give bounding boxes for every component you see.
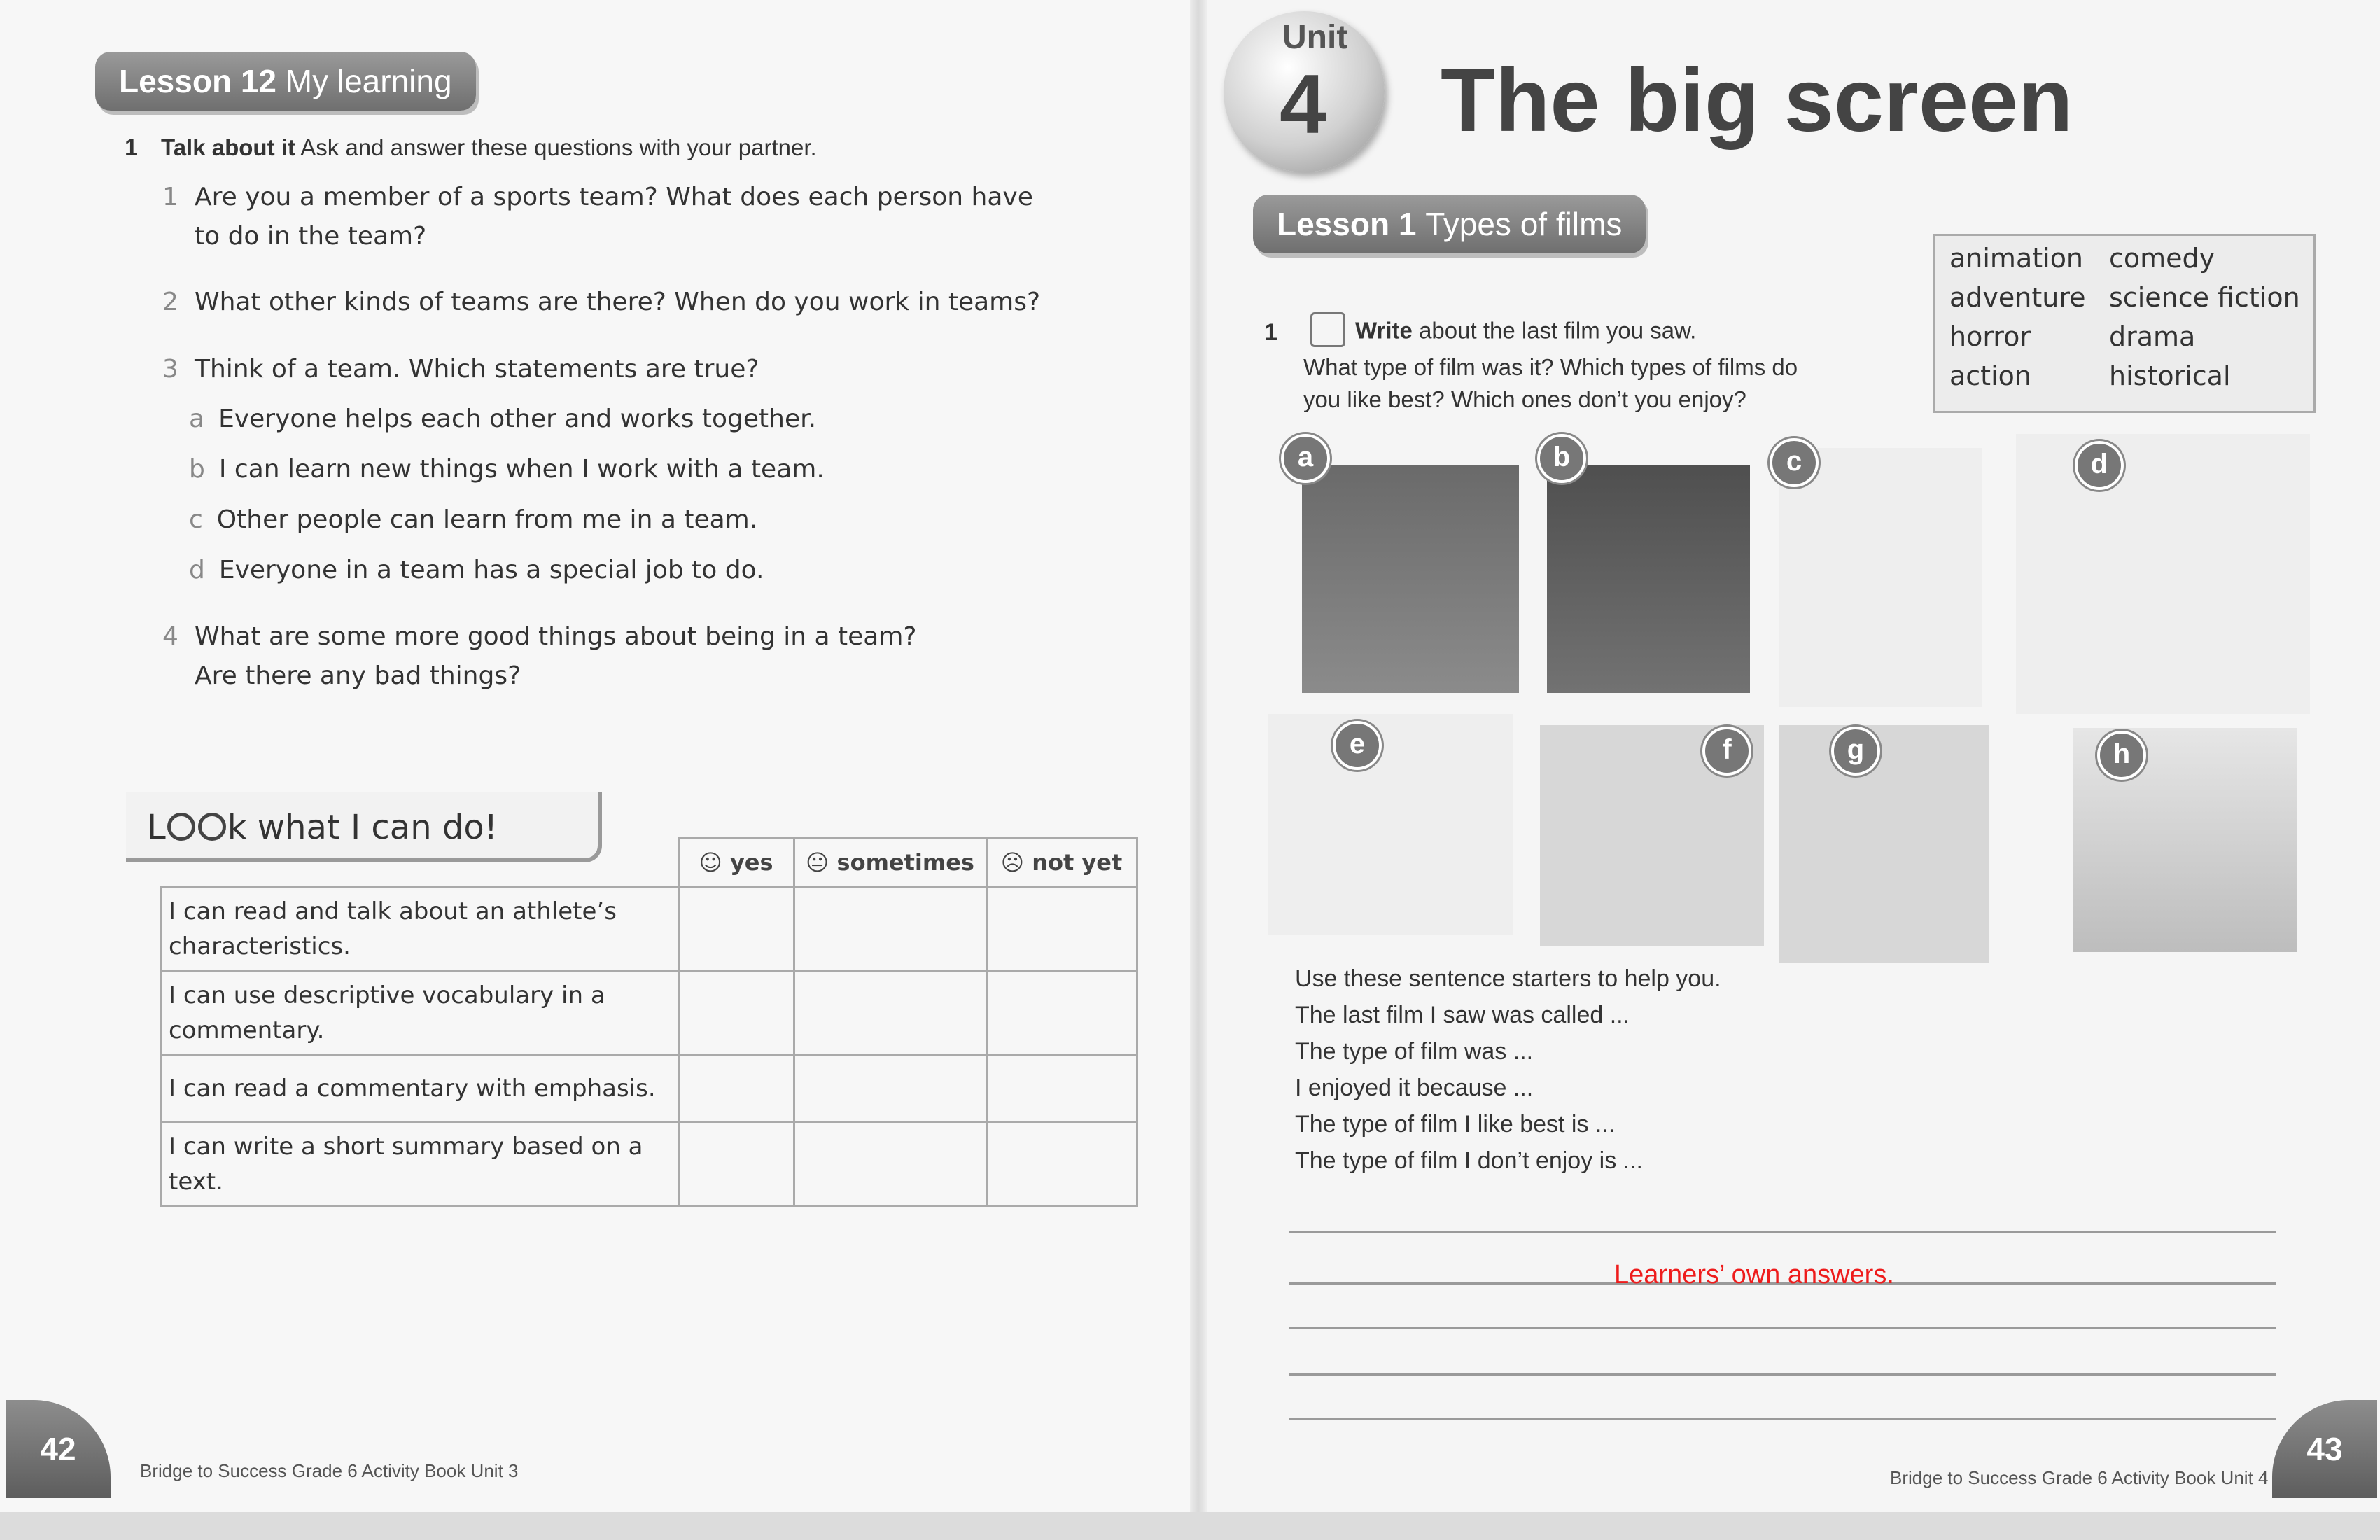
writing-line[interactable]	[1289, 1231, 2276, 1233]
sentence-starters	[1295, 960, 1721, 1179]
lesson-1-header	[1253, 195, 1646, 253]
header-yes: ☺ yes	[678, 839, 794, 887]
unit-label: Unit	[1282, 19, 1348, 56]
footer-left: Bridge to Success Grade 6 Activity Book Unit 3	[140, 1460, 519, 1481]
table-header-row	[161, 839, 1138, 887]
word: science fiction	[2109, 282, 2300, 313]
table-row	[161, 887, 1138, 971]
word: drama	[2109, 321, 2196, 352]
picture-label-h: h	[2097, 731, 2146, 780]
starter-line: The last film I saw was called ...	[1295, 1002, 1630, 1028]
statement-text: Everyone in a team has a special job to do.	[218, 556, 764, 584]
yes-cell[interactable]	[678, 887, 794, 971]
yes-cell[interactable]	[678, 1055, 794, 1122]
look-text: k what I can do!	[227, 808, 498, 847]
statement-text: Everyone helps each other and works together.	[218, 405, 817, 433]
question-text: What are some more good things about being in a team? Are there any bad things?	[195, 622, 917, 690]
can-do-statement: I can read and talk about an athlete’s characteristics.	[161, 887, 679, 971]
picture-label-g: g	[1831, 727, 1880, 776]
table-row	[161, 1122, 1138, 1206]
scan-bottom-edge	[0, 1512, 2380, 1540]
film-picture-e	[1268, 714, 1513, 935]
instruction-bold: Talk about it	[161, 134, 295, 160]
unit-number: 4	[1280, 57, 1326, 151]
eye-icon	[198, 813, 226, 841]
instruction-text: about the last film you saw.	[1419, 317, 1697, 344]
word: adventure	[1949, 282, 2086, 313]
word: action	[1949, 360, 2031, 391]
statement-b	[189, 455, 825, 484]
lesson-12-header	[95, 52, 476, 111]
header-blank	[161, 839, 679, 887]
unit-title: The big screen	[1441, 50, 2073, 150]
table-row	[161, 1055, 1138, 1122]
statement-d	[189, 556, 764, 584]
lesson-number: Lesson 1	[1277, 206, 1417, 242]
statement-text: Other people can learn from me in a team.	[216, 505, 758, 534]
lesson-title: My learning	[285, 63, 452, 99]
question-text: Are you a member of a sports team? What does each person have to do in the team?	[195, 183, 1033, 251]
book-spine	[1190, 0, 1207, 1512]
question-4	[162, 617, 965, 696]
film-picture-a	[1302, 465, 1519, 693]
sometimes-cell[interactable]	[794, 1055, 986, 1122]
lesson-number: Lesson 12	[119, 63, 276, 99]
can-do-statement: I can use descriptive vocabulary in a commentary.	[161, 971, 679, 1055]
not-yet-cell[interactable]	[986, 1122, 1137, 1206]
word: comedy	[2109, 243, 2216, 274]
question-1	[162, 178, 1056, 256]
write-icon	[1310, 312, 1345, 347]
not-yet-cell[interactable]	[986, 887, 1137, 971]
instruction-bold: Write	[1355, 317, 1413, 344]
instruction-text: Ask and answer these questions with your partner.	[300, 134, 817, 160]
picture-label-d: d	[2075, 441, 2124, 490]
exercise-instruction	[161, 134, 817, 161]
can-do-statement: I can read a commentary with emphasis.	[161, 1055, 679, 1122]
question-number: 1	[162, 183, 178, 211]
statement-c	[189, 505, 757, 534]
exercise-number: 1	[1264, 319, 1278, 346]
word: horror	[1949, 321, 2031, 352]
lesson-title: Types of films	[1425, 206, 1623, 242]
film-picture-b	[1547, 465, 1750, 693]
film-picture-d	[2016, 434, 2310, 714]
look-letter: L	[147, 808, 166, 847]
can-do-statement: I can write a short summary based on a text.	[161, 1122, 679, 1206]
header-not-yet: ☹ not yet	[986, 839, 1137, 887]
word: animation	[1949, 243, 2084, 274]
not-yet-cell[interactable]	[986, 1055, 1137, 1122]
question-text: What other kinds of teams are there? When do you work in teams?	[195, 288, 1041, 316]
writing-line[interactable]	[1289, 1327, 2276, 1329]
starter-line: I enjoyed it because ...	[1295, 1074, 1534, 1101]
instruction-line-2: What type of film was it? Which types of films do	[1303, 354, 1798, 380]
picture-label-b: b	[1537, 434, 1586, 483]
statement-letter: b	[189, 455, 205, 484]
question-number: 4	[162, 622, 178, 651]
eye-icon	[167, 813, 195, 841]
instruction-line-3: you like best? Which ones don’t you enjoy?	[1303, 386, 1746, 412]
yes-cell[interactable]	[678, 971, 794, 1055]
statement-a	[189, 405, 816, 433]
answer-note: Learners’ own answers.	[1614, 1260, 1894, 1289]
exercise-number: 1	[125, 134, 138, 161]
film-types-word-box	[1933, 234, 2316, 413]
statement-letter: d	[189, 556, 205, 584]
header-sometimes: 😐 sometimes	[794, 839, 986, 887]
picture-label-f: f	[1702, 727, 1751, 776]
starter-line: The type of film I like best is ...	[1295, 1111, 1616, 1138]
starters-intro: Use these sentence starters to help you.	[1295, 965, 1721, 992]
statement-text: I can learn new things when I work with a team.	[218, 455, 825, 484]
page-number-left: 42	[6, 1400, 111, 1498]
question-2	[162, 283, 1105, 322]
sometimes-cell[interactable]	[794, 887, 986, 971]
statement-letter: a	[189, 405, 205, 433]
starter-line: The type of film was ...	[1295, 1038, 1534, 1065]
word: historical	[2109, 360, 2231, 391]
writing-line[interactable]	[1289, 1418, 2276, 1420]
footer-right: Bridge to Success Grade 6 Activity Book Unit 4	[1890, 1467, 2269, 1488]
film-picture-c	[1779, 448, 1982, 707]
not-yet-cell[interactable]	[986, 971, 1137, 1055]
question-number: 2	[162, 288, 178, 316]
question-number: 3	[162, 355, 178, 384]
film-picture-g	[1779, 725, 1989, 963]
yes-cell[interactable]	[678, 1122, 794, 1206]
writing-line[interactable]	[1289, 1373, 2276, 1376]
picture-label-a: a	[1281, 434, 1330, 483]
sometimes-cell[interactable]	[794, 971, 986, 1055]
sometimes-cell[interactable]	[794, 1122, 986, 1206]
picture-label-c: c	[1770, 438, 1819, 487]
page-number-right: 43	[2272, 1400, 2377, 1498]
question-3	[162, 350, 1105, 389]
picture-label-e: e	[1333, 721, 1382, 770]
exercise-instruction	[1310, 315, 1696, 350]
table-row	[161, 971, 1138, 1055]
question-text: Think of a team. Which statements are true?	[195, 355, 760, 384]
statement-letter: c	[189, 505, 203, 534]
can-do-table	[160, 837, 1138, 1207]
starter-line: The type of film I don’t enjoy is ...	[1295, 1147, 1644, 1174]
